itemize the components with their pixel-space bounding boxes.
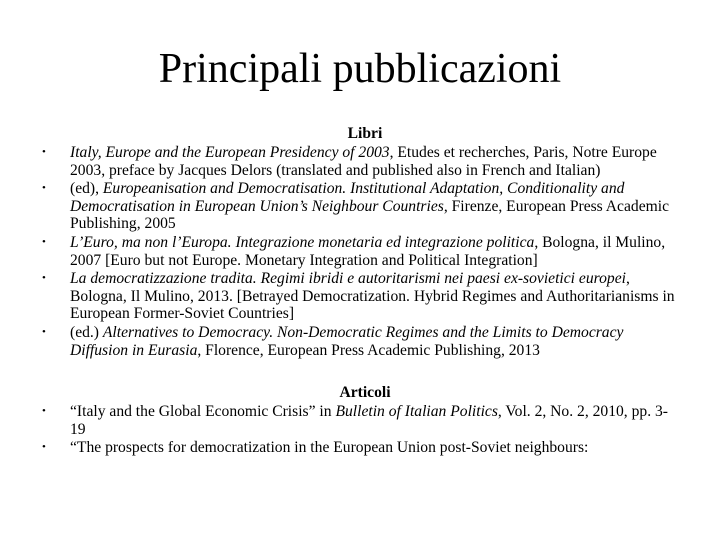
books-list	[0, 144, 720, 359]
book-title: Italy, Europe and the European Presidency of 2003	[70, 144, 390, 161]
bullet-icon: •	[42, 182, 46, 195]
article-item	[0, 403, 720, 438]
bullet-icon: •	[42, 441, 46, 454]
bullet-icon: •	[42, 272, 46, 285]
article-journal: Bulletin of Italian Politics	[335, 403, 498, 421]
articles-list	[0, 403, 720, 457]
book-prefix: (ed.)	[70, 323, 103, 341]
book-prefix: (ed),	[70, 180, 103, 198]
bullet-icon: •	[42, 325, 46, 338]
articles-heading: Articoli	[339, 384, 391, 402]
book-details: , Firenze, European Press Academic Publishing, 2005	[70, 197, 669, 233]
article-prefix: “Italy and the Global Economic Crisis” in	[70, 403, 336, 421]
book-details: , Florence, European Press Academic Publishing, 2013	[197, 341, 540, 359]
article-details: , Vol. 2, No. 2, 2010, pp. 3-19	[70, 403, 668, 438]
book-title: La democratizzazione tradita. Regimi ibridi e autoritarismi nei paesi ex-sovietici europei	[70, 270, 626, 288]
bullet-icon: •	[42, 235, 46, 248]
publications-list	[0, 125, 720, 458]
book-item	[0, 270, 720, 323]
article-item	[0, 439, 720, 457]
book-details: , Bologna, Il Mulino, 2013. [Betrayed Democratization. Hybrid Regimes and Authoritarianisms in European Former-Soviet Countries]	[70, 270, 675, 323]
book-item	[0, 180, 720, 233]
book-title: Europeanisation and Democratisation. Institutional Adaptation, Conditionality and Democratisation in European Union’s Neighbour Countries	[70, 180, 625, 215]
section-spacer	[0, 360, 720, 384]
book-item	[0, 144, 720, 179]
book-item	[0, 234, 720, 269]
slide-title: Principali pubblicazioni	[158, 46, 562, 92]
book-title: Alternatives to Democracy. Non-Democratic Regimes and the Limits to Democracy Diffusion in Eurasia	[70, 323, 624, 359]
book-title: L’Euro, ma non l’Europa. Integrazione monetaria ed integrazione politica	[70, 233, 535, 251]
book-details: , Bologna, il Mulino, 2007 [Euro but not Europe. Monetary Integration and Political Integration]	[70, 233, 666, 269]
article-prefix: “The prospects for democratization in the European Union post-Soviet neighbours:	[70, 439, 589, 457]
bullet-icon: •	[42, 405, 46, 418]
book-details: , Etudes et recherches, Paris, Notre Europe 2003, preface by Jacques Delors (translated and published also in French and Italian)	[70, 144, 657, 179]
bullet-icon: •	[42, 146, 46, 158]
books-heading: Libri	[347, 125, 383, 142]
book-item	[0, 324, 720, 359]
